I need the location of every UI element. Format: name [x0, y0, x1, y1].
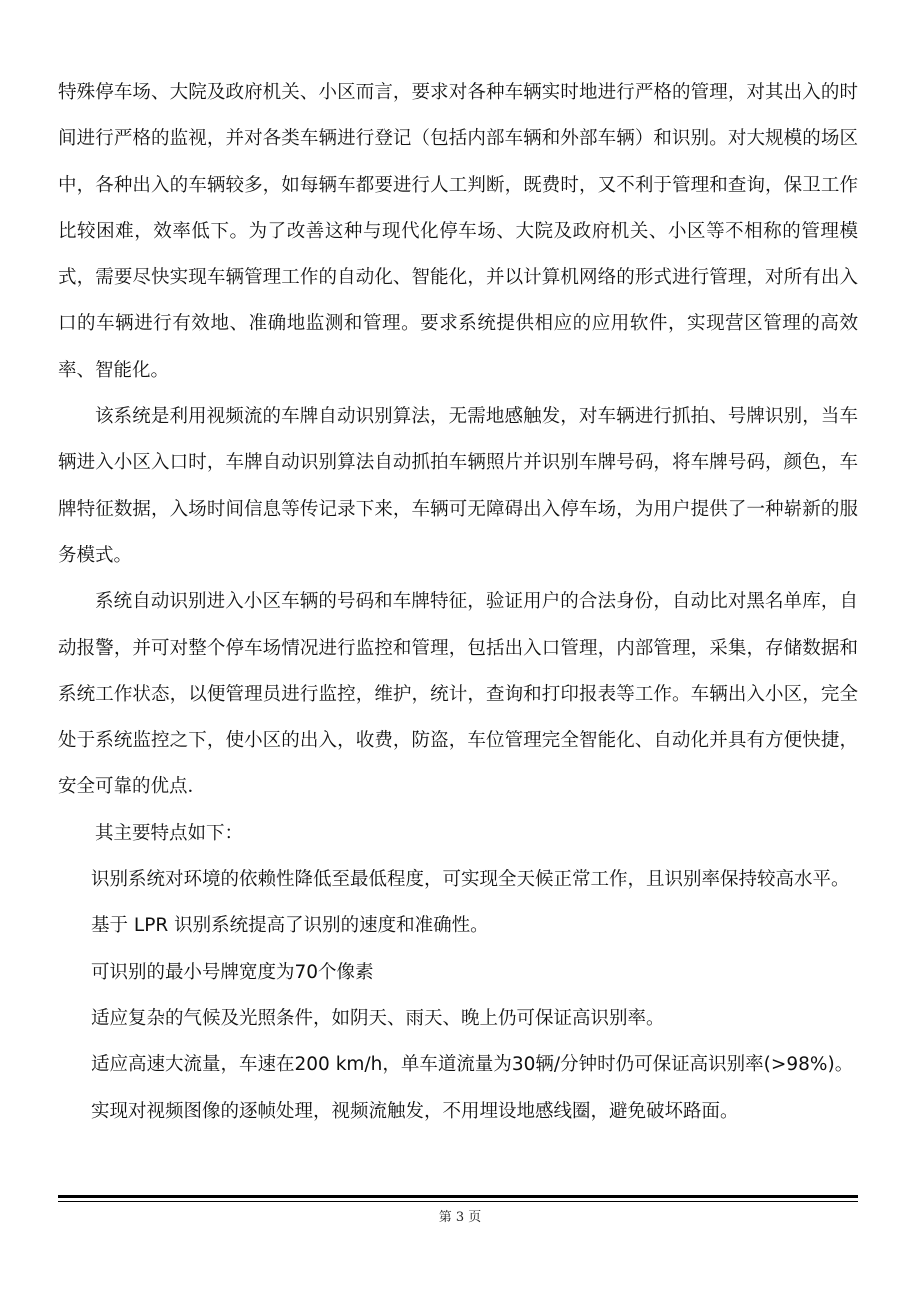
footer-divider-thin [58, 1201, 858, 1202]
features-list [58, 857, 858, 1135]
features-heading: 其主要特点如下： [95, 822, 244, 844]
paragraph-system-functions: 系统自动识别进入小区车辆的号码和车牌特征，验证用户的合法身份，自动比对黑名单库，自动报警，并可对整个停车场情况进行监控和管理，包括出入口管理，内部管理，采集，存储数据和系统工作状态，以便管理员进行监控，维护，统计，查询和打印报表等工作。车辆出入小区，完全处于系统监控之下，使小区的出入，收费，防盗，车位管理完全智能化、自动化并具有方便快捷，安全可靠的优点． [58, 591, 858, 798]
feature-item: 适应高速大流量，车速在200 km/h，单车道流量为30辆/分钟时仍可保证高识别率(>98%)。 [91, 1054, 854, 1076]
page-number: 第 3 页 [438, 1210, 482, 1225]
feature-item: 基于 LPR 识别系统提高了识别的速度和准确性。 [91, 915, 489, 937]
footer-divider-thick [58, 1195, 858, 1198]
feature-item: 可识别的最小号牌宽度为70个像素 [91, 961, 374, 983]
feature-item: 实现对视频图像的逐帧处理，视频流触发，不用埋设地感线圈，避免破坏路面。 [91, 1100, 739, 1122]
page-body [58, 70, 858, 1135]
feature-item: 识别系统对环境的依赖性降低至最低程度，可实现全天候正常工作，且识别率保持较高水平。 [91, 869, 850, 891]
paragraph-system-description: 该系统是利用视频流的车牌自动识别算法，无需地感触发，对车辆进行抓拍、号牌识别，当车辆进入小区入口时，车牌自动识别算法自动抓拍车辆照片并识别车牌号码，将车牌号码，颜色，车牌特征数据，入场时间信息等传记录下来，车辆可无障碍出入停车场，为用户提供了一种崭新的服务模式。 [58, 406, 858, 566]
paragraph-intro: 特殊停车场、大院及政府机关、小区而言，要求对各种车辆实时地进行严格的管理，对其出入的时间进行严格的监视，并对各类车辆进行登记（包括内部车辆和外部车辆）和识别。对大规模的场区中，各种出入的车辆较多，如每辆车都要进行人工判断，既费时，又不利于管理和查询，保卫工作比较困难，效率低下。为了改善这种与现代化停车场、大院及政府机关、小区等不相称的管理模式，需要尽快实现车辆管理工作的自动化、智能化，并以计算机网络的形式进行管理，对所有出入口的车辆进行有效地、准确地监测和管理。要求系统提供相应的应用软件，实现营区管理的高效率、智能化。 [58, 82, 858, 381]
feature-item: 适应复杂的气候及光照条件，如阴天、雨天、晚上仍可保证高识别率。 [91, 1007, 665, 1029]
